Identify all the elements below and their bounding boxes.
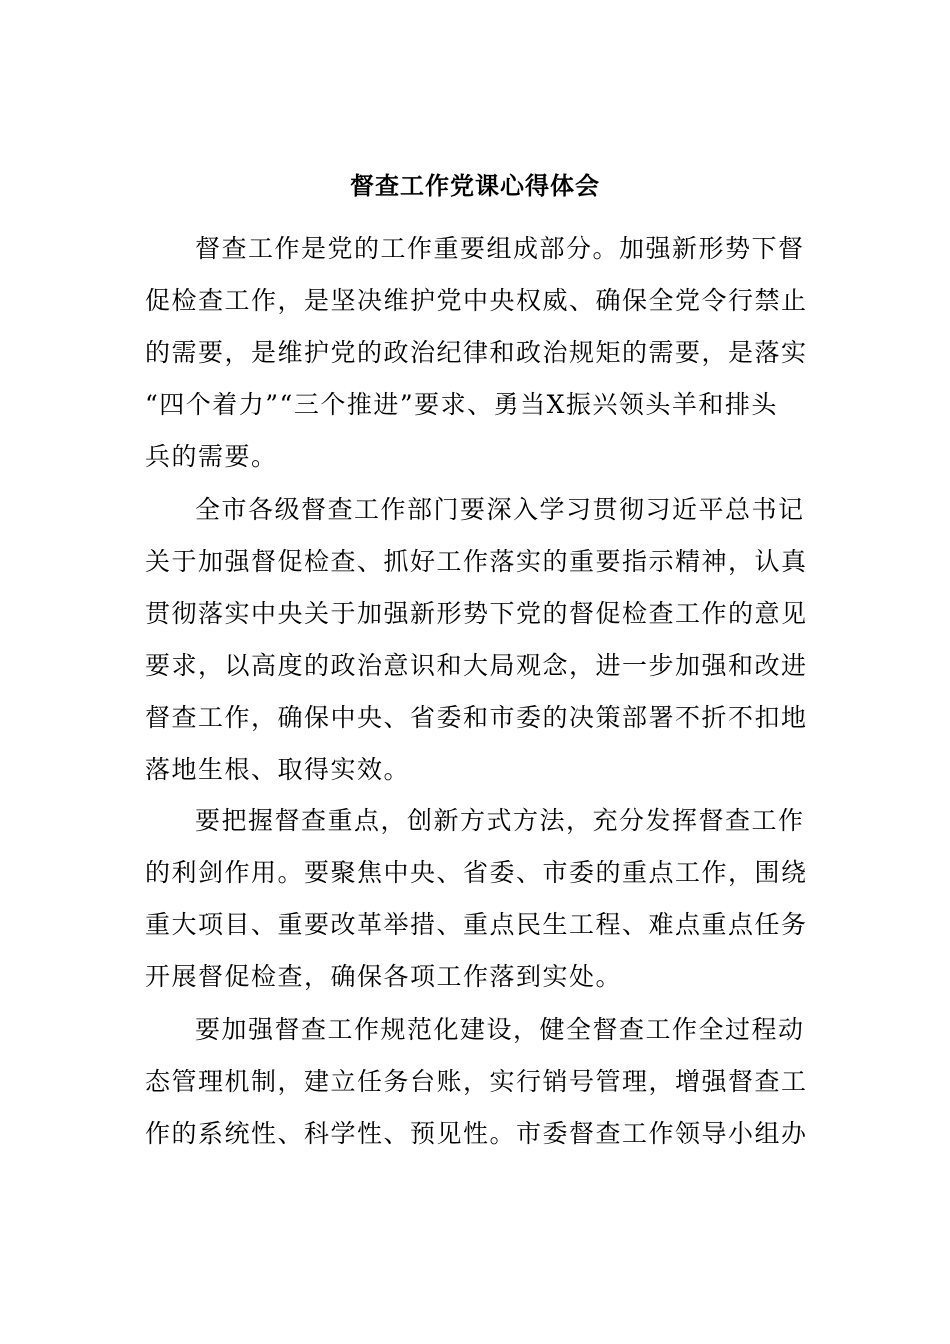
paragraph-line: 督查工作，确保中央、省委和市委的决策部署不折不扣地 — [145, 703, 808, 732]
paragraph-line: 要把握督查重点，创新方式方法，充分发挥督查工作 — [195, 806, 805, 835]
paragraph-2 — [145, 484, 810, 796]
paragraph-line: 落地生根、取得实效。 — [145, 755, 411, 784]
paragraph-line: 全市各级督查工作部门要深入学习贯彻习近平总书记 — [195, 495, 805, 524]
document-title: 督查工作党课心得体会 — [350, 172, 600, 200]
paragraph-line: 态管理机制，建立任务台账，实行销号管理，增强督查工 — [145, 1067, 808, 1096]
paragraph-line: 的利剑作用。要聚焦中央、省委、市委的重点工作，围绕 — [145, 858, 808, 887]
paragraph-line: 督查工作是党的工作重要组成部分。加强新形势下督 — [195, 234, 805, 263]
paragraph-line: 兵的需要。 — [145, 442, 278, 471]
paragraph-line: 的需要，是维护党的政治纪律和政治规矩的需要，是落实 — [145, 338, 808, 367]
paragraph-line: 关于加强督促检查、抓好工作落实的重要指示精神，认真 — [145, 547, 808, 576]
paragraph-1 — [145, 223, 810, 483]
paragraph-line: 开展督促检查，确保各项工作落到实处。 — [145, 962, 623, 991]
paragraph-4 — [145, 1004, 810, 1160]
paragraph-line: “四个着力”“三个推进”要求、勇当X振兴领头羊和排头 — [145, 390, 778, 419]
paragraph-line: 重大项目、重要改革举措、重点民生工程、难点重点任务 — [145, 910, 808, 939]
paragraph-line: 要求，以高度的政治意识和大局观念，进一步加强和改进 — [145, 651, 808, 680]
paragraph-line: 贯彻落实中央关于加强新形势下党的督促检查工作的意见 — [145, 599, 808, 628]
paragraph-line: 作的系统性、科学性、预见性。市委督查工作领导小组办 — [145, 1119, 808, 1148]
paragraph-3 — [145, 795, 810, 1003]
paragraph-line: 促检查工作，是坚决维护党中央权威、确保全党令行禁止 — [145, 286, 808, 315]
paragraph-line: 要加强督查工作规范化建设，健全督查工作全过程动 — [195, 1015, 805, 1044]
